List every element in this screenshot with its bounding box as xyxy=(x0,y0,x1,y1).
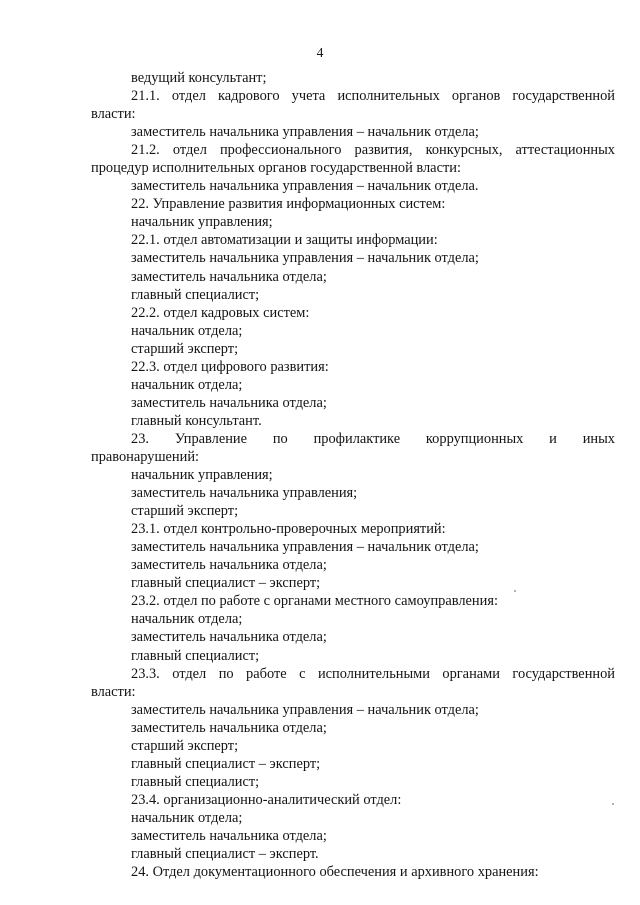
text-line: начальник управления; xyxy=(131,467,273,484)
text-line: 23. Управление по профилактике коррупционных и иных xyxy=(131,430,615,447)
text-line: старший эксперт; xyxy=(131,503,239,520)
text-line: заместитель начальника управления – начальник отдела; xyxy=(131,701,479,718)
text-line: заместитель начальника управления – начальник отдела; xyxy=(131,539,479,556)
text-line: начальник отдела; xyxy=(131,809,243,826)
text-line: 22.1. отдел автоматизации и защиты информации: xyxy=(131,232,438,249)
page-number: 4 xyxy=(316,45,324,60)
scan-speck xyxy=(514,590,516,592)
text-line: власти: xyxy=(91,683,136,700)
scan-speck xyxy=(612,803,614,805)
text-line: главный специалист – эксперт. xyxy=(131,846,319,863)
text-line: начальник отдела; xyxy=(131,376,243,393)
text-line: главный специалист; xyxy=(131,647,260,664)
text-line: 23.3. отдел по работе с исполнительными органами государственной xyxy=(131,665,615,682)
text-line: начальник отдела; xyxy=(131,322,243,339)
text-line: 22.2. отдел кадровых систем: xyxy=(131,304,310,321)
text-line: 23.4. организационно-аналитический отдел: xyxy=(131,791,402,808)
text-line: заместитель начальника отдела; xyxy=(131,719,327,736)
text-line: главный специалист; xyxy=(131,286,260,303)
text-line: ведущий консультант; xyxy=(131,70,267,86)
text-line: заместитель начальника отдела; xyxy=(131,394,327,411)
text-line: 21.2. отдел профессионального развития, конкурсных, аттестационных xyxy=(131,142,615,159)
text-line: заместитель начальника управления – начальник отдела; xyxy=(131,124,479,141)
text-line: правонарушений: xyxy=(91,448,200,465)
text-line: старший эксперт; xyxy=(131,737,239,754)
text-line: заместитель начальника отдела; xyxy=(131,557,327,574)
text-line: начальник управления; xyxy=(131,214,273,231)
text-line: власти: xyxy=(91,106,136,123)
text-line: заместитель начальника управления – начальник отдела; xyxy=(131,250,479,267)
text-line: главный специалист – эксперт; xyxy=(131,575,321,592)
text-line: главный консультант. xyxy=(131,412,262,429)
text-line: 24. Отдел документационного обеспечения и архивного хранения: xyxy=(131,864,539,881)
document-body xyxy=(91,69,615,881)
text-line: главный специалист; xyxy=(131,773,260,790)
text-line: 21.1. отдел кадрового учета исполнительных органов государственной xyxy=(131,88,615,105)
text-line: заместитель начальника управления; xyxy=(131,485,358,502)
text-line: начальник отдела; xyxy=(131,611,243,628)
text-line: процедур исполнительных органов государственной власти: xyxy=(91,160,461,177)
text-line: 23.1. отдел контрольно-проверочных мероприятий: xyxy=(131,521,446,538)
text-line: заместитель начальника управления – начальник отдела. xyxy=(131,178,479,195)
text-line: старший эксперт; xyxy=(131,340,239,357)
text-line: заместитель начальника отдела; xyxy=(131,268,327,285)
text-line: 22.3. отдел цифрового развития: xyxy=(131,358,329,375)
text-line: заместитель начальника отдела; xyxy=(131,827,327,844)
text-line: главный специалист – эксперт; xyxy=(131,755,321,772)
text-line: 22. Управление развития информационных систем: xyxy=(131,196,446,213)
text-line: заместитель начальника отдела; xyxy=(131,629,327,646)
text-line: 23.2. отдел по работе с органами местного самоуправления: xyxy=(131,593,498,610)
